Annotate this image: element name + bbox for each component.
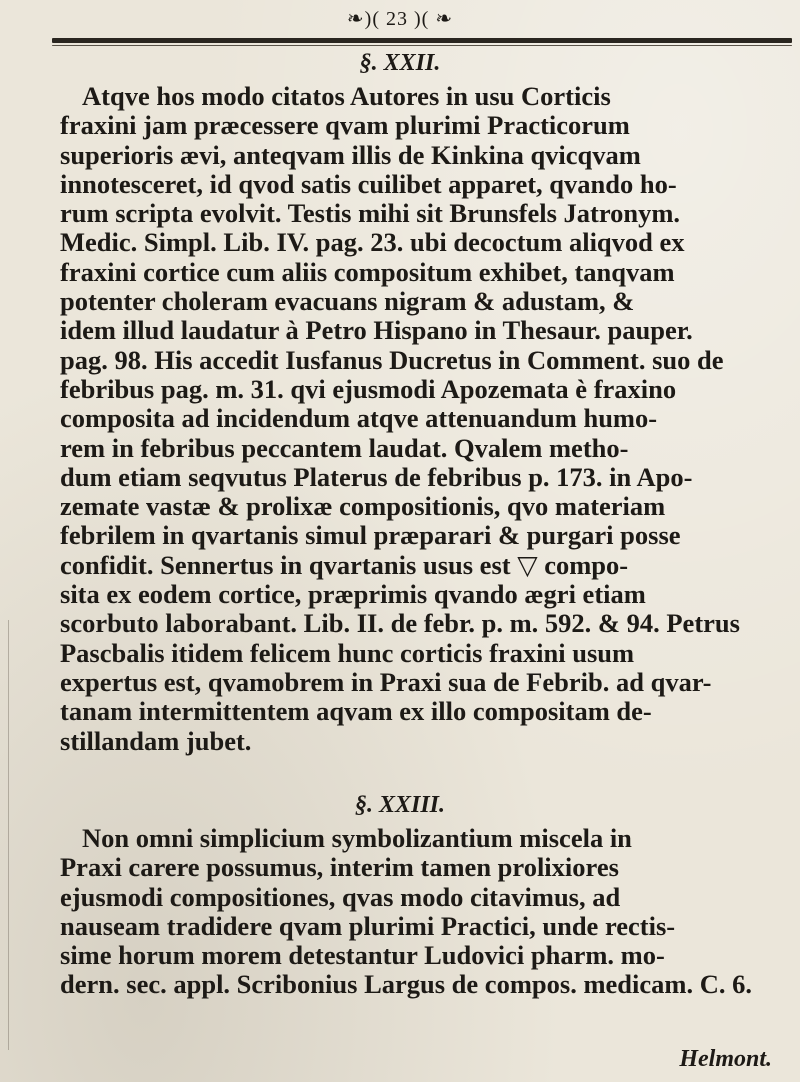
text-line: rem in febribus peccantem laudat. Qvalem metho- [60,433,629,463]
section-23-text [60,824,790,1000]
section-heading-22: §. XXII. [359,50,441,76]
header-rule [52,38,792,43]
text-line: Pascbalis itidem felicem hunc corticis fraxini usum [60,638,635,668]
text-line: stillandam jubet. [60,726,252,756]
text-line: febribus pag. m. 31. qvi ejusmodi Apozemata è fraxino [60,374,677,404]
section-22-text [60,82,790,756]
text-line: Non omni simplicium symbolizantium miscela in [82,824,632,853]
section-heading-23: §. XXIII. [354,792,446,818]
text-line: confidit. Sennertus in qvartanis usus est ▽ compo- [60,550,629,580]
text-line: Atqve hos modo citatos Autores in usu Corticis [82,82,611,111]
text-line: innotesceret, id qvod satis cuilibet apparet, qvando ho- [60,169,677,199]
text-line: dum etiam seqvutus Platerus de febribus p. 173. in Apo- [60,462,693,492]
header-rule-thin [52,45,792,46]
text-line: Medic. Simpl. Lib. IV. pag. 23. ubi decoctum aliqvod ex [60,228,685,258]
binding-shadow [8,620,9,1050]
text-line: fraxini cortice cum aliis compositum exhibet, tanqvam [60,257,675,287]
text-line: potenter choleram evacuans nigram & adustam, & [60,287,635,317]
text-line: sime horum morem detestantur Ludovici pharm. mo- [60,941,665,971]
text-line: fraxini jam præcessere qvam plurimi Practicorum [60,111,630,141]
text-line: idem illud laudatur à Petro Hispano in Thesaur. pauper. [60,316,693,346]
page-header: ❧)( 23 )( ❧ [346,8,454,30]
text-line: Praxi carere possumus, interim tamen prolixiores [60,853,619,883]
text-line: superioris ævi, anteqvam illis de Kinkina qvicqvam [60,140,641,170]
text-line: expertus est, qvamobrem in Praxi sua de Febrib. ad qvar- [60,667,712,697]
text-line: ejusmodi compositiones, qvas modo citavimus, ad [60,882,621,912]
text-line: tanam intermittentem aqvam ex illo compositam de- [60,697,652,727]
text-line: scorbuto laborabant. Lib. II. de febr. p. m. 592. & 94. Petrus [60,609,740,639]
text-line: composita ad incidendum atqve attenuandum humo- [60,404,658,434]
text-line: dern. sec. appl. Scribonius Largus de compos. medicam. C. 6. [60,970,752,1000]
text-line: pag. 98. His accedit Iusfanus Ducretus in Comment. suo de [60,345,724,375]
catchword: Helmont. [679,1046,772,1072]
text-line: zemate vastæ & prolixæ compositionis, qvo materiam [60,492,666,522]
text-line: febrilem in qvartanis simul præparari & purgari posse [60,521,681,551]
text-line: sita ex eodem cortice, præprimis qvando ægri etiam [60,580,646,610]
text-line: nauseam tradidere qvam plurimi Practici, unde rectis- [60,911,676,941]
text-line: rum scripta evolvit. Testis mihi sit Brunsfels Jatronym. [60,199,681,229]
